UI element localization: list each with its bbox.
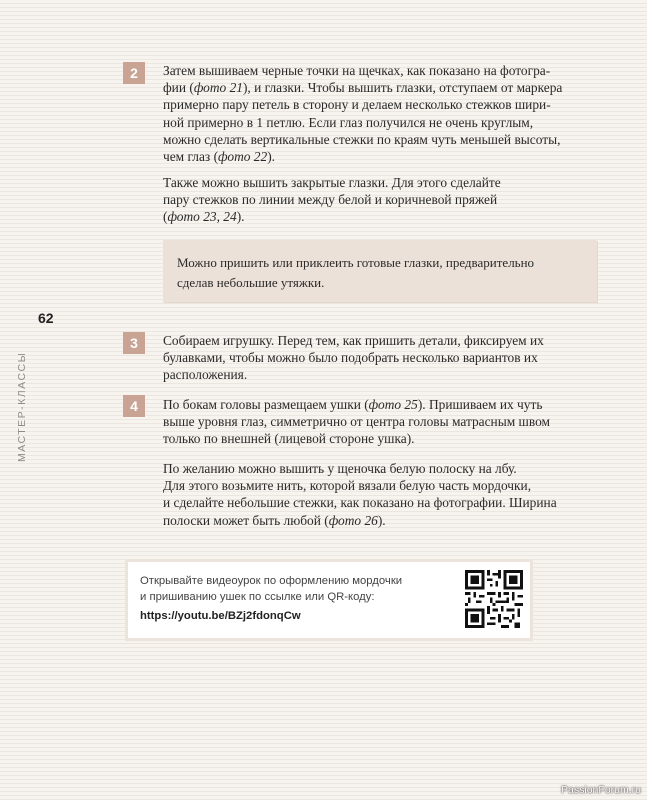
- step-3-badge: 3: [123, 332, 145, 354]
- page-number: 62: [38, 310, 54, 326]
- watermark: PassionForum.ru: [561, 784, 641, 796]
- step-2-badge: 2: [123, 62, 145, 84]
- video-box: [125, 559, 533, 641]
- tip-line-1: Можно пришить или приклеить готовые глазки, предварительно: [177, 255, 535, 270]
- video-description: [140, 573, 450, 624]
- qr-code-icon[interactable]: [465, 570, 523, 628]
- video-line-2: и пришиванию ушек по ссылке или QR-коду:: [140, 591, 375, 603]
- step-2-paragraph-2: Также можно вышить закрытые глазки. Для этого сделайте пару стежков по линии между белой и коричневой пряжей (фото 23, 24).: [163, 175, 501, 225]
- step-4-paragraph-2: По желанию можно вышить у щеночка белую полоску на лбу. Для этого возьмите нить, которой вязали белую часть мордочки, и сделайте небольшие стежки, как показано на фотографии. Ширина полоски может быть любой (фото 26).: [163, 461, 557, 528]
- step-4-badge: 4: [123, 395, 145, 417]
- section-label: МАСТЕР-КЛАССЫ: [16, 351, 28, 462]
- step-3-paragraph: Собираем игрушку. Перед тем, как пришить детали, фиксируем их булавками, чтобы можно было подобрать несколько вариантов их расположения.: [163, 333, 544, 383]
- step-4-paragraph-1: По бокам головы размещаем ушки (фото 25). Пришиваем их чуть выше уровня глаз, симметрично от центра головы матрасным швом только по внешней (лицевой стороне ушка).: [163, 397, 550, 447]
- video-line-1: Открывайте видеоурок по оформлению мордочки: [140, 575, 403, 587]
- tip-line-2: сделав небольшие утяжки.: [177, 275, 325, 290]
- tip-box: [163, 240, 597, 302]
- video-link[interactable]: https://youtu.be/BZj2fdonqCw: [140, 610, 301, 622]
- step-2-paragraph-1: Затем вышиваем черные точки на щечках, как показано на фотогра- фии (фото 21), и глазки. Чтобы вышить глазки, отступаем от маркера примерно пару петель в сторону и делаем несколько стежков шири- ной примерно в 1 петлю. Если глаз получился не очень круглым, можно сделать вертикальные стежки по краям чуть меньшей высоты, чем глаз (фото 22).: [163, 63, 563, 165]
